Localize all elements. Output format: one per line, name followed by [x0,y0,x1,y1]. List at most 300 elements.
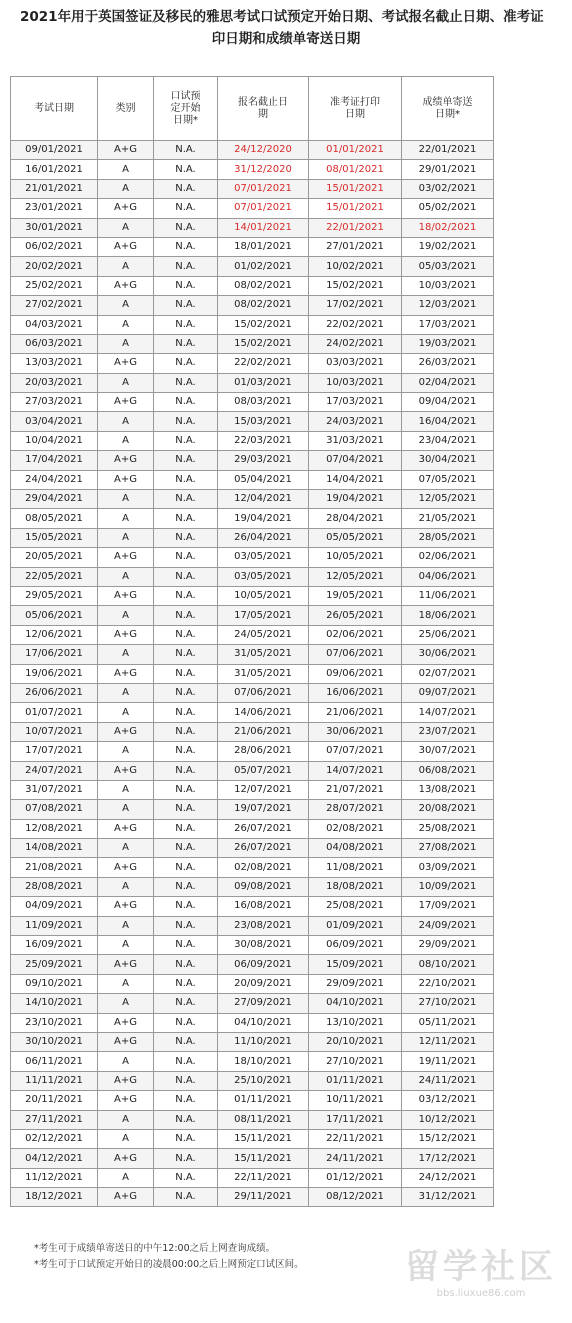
exam-date-cell: 25/02/2021 [11,276,98,295]
category-cell: A [98,1052,154,1071]
registration-deadline-cell: 15/11/2021 [218,1149,309,1168]
results-mail-date-cell: 12/03/2021 [402,296,494,315]
results-mail-date-cell: 23/07/2021 [402,722,494,741]
table-row [11,1071,494,1090]
speaking-start-cell: N.A. [154,897,218,916]
admission-print-date-cell: 10/11/2021 [309,1091,402,1110]
category-cell: A [98,218,154,237]
speaking-start-cell: N.A. [154,703,218,722]
exam-date-cell: 14/10/2021 [11,994,98,1013]
registration-deadline-cell: 15/02/2021 [218,334,309,353]
table-row [11,257,494,276]
speaking-start-cell: N.A. [154,1149,218,1168]
results-mail-date-cell: 31/12/2021 [402,1188,494,1207]
category-cell: A+G [98,1013,154,1032]
speaking-start-cell: N.A. [154,955,218,974]
table-row [11,509,494,528]
exam-date-cell: 20/05/2021 [11,548,98,567]
results-mail-date-cell: 15/12/2021 [402,1129,494,1148]
header-exam-date: 考试日期 [11,77,98,141]
admission-print-date-cell: 11/08/2021 [309,858,402,877]
exam-date-cell: 19/06/2021 [11,664,98,683]
speaking-start-cell: N.A. [154,1052,218,1071]
exam-date-cell: 10/04/2021 [11,431,98,450]
table-row [11,586,494,605]
admission-print-date-cell: 01/09/2021 [309,916,402,935]
registration-deadline-cell: 24/05/2021 [218,625,309,644]
registration-deadline-cell: 02/08/2021 [218,858,309,877]
exam-date-cell: 09/10/2021 [11,974,98,993]
results-mail-date-cell: 22/10/2021 [402,974,494,993]
results-mail-date-cell: 06/08/2021 [402,761,494,780]
admission-print-date-cell: 01/12/2021 [309,1168,402,1187]
speaking-start-cell: N.A. [154,1032,218,1051]
table-row [11,722,494,741]
results-mail-date-cell: 02/07/2021 [402,664,494,683]
category-cell: A [98,179,154,198]
table-row [11,1052,494,1071]
header-speaking-start: 口试预定开始日期* [154,77,218,141]
admission-print-date-cell: 10/03/2021 [309,373,402,392]
watermark-url: bbs.liuxue86.com [436,1288,526,1299]
exam-date-cell: 06/11/2021 [11,1052,98,1071]
speaking-start-cell: N.A. [154,645,218,664]
speaking-start-cell: N.A. [154,1110,218,1129]
category-cell: A+G [98,451,154,470]
speaking-start-cell: N.A. [154,858,218,877]
speaking-start-cell: N.A. [154,683,218,702]
admission-print-date-cell: 03/03/2021 [309,354,402,373]
exam-date-cell: 27/11/2021 [11,1110,98,1129]
speaking-start-cell: N.A. [154,839,218,858]
registration-deadline-cell: 19/04/2021 [218,509,309,528]
exam-date-cell: 21/01/2021 [11,179,98,198]
admission-print-date-cell: 26/05/2021 [309,606,402,625]
results-mail-date-cell: 13/08/2021 [402,780,494,799]
speaking-start-cell: N.A. [154,509,218,528]
admission-print-date-cell: 02/06/2021 [309,625,402,644]
speaking-start-cell: N.A. [154,819,218,838]
table-row [11,955,494,974]
speaking-start-cell: N.A. [154,431,218,450]
results-mail-date-cell: 27/10/2021 [402,994,494,1013]
registration-deadline-cell: 19/07/2021 [218,800,309,819]
registration-deadline-cell: 27/09/2021 [218,994,309,1013]
admission-print-date-cell: 15/02/2021 [309,276,402,295]
category-cell: A+G [98,276,154,295]
exam-date-cell: 12/08/2021 [11,819,98,838]
registration-deadline-cell: 16/08/2021 [218,897,309,916]
speaking-start-cell: N.A. [154,528,218,547]
footnotes [34,1241,304,1273]
table-row [11,839,494,858]
speaking-start-cell: N.A. [154,160,218,179]
results-mail-date-cell: 25/06/2021 [402,625,494,644]
exam-date-cell: 04/09/2021 [11,897,98,916]
table-row [11,179,494,198]
admission-print-date-cell: 28/04/2021 [309,509,402,528]
category-cell: A+G [98,722,154,741]
registration-deadline-cell: 08/03/2021 [218,393,309,412]
category-cell: A [98,916,154,935]
exam-date-cell: 25/09/2021 [11,955,98,974]
registration-deadline-cell: 18/10/2021 [218,1052,309,1071]
table-row [11,199,494,218]
speaking-start-cell: N.A. [154,179,218,198]
table-body [11,141,494,1207]
registration-deadline-cell: 24/12/2020 [218,141,309,160]
category-cell: A [98,839,154,858]
admission-print-date-cell: 01/01/2021 [309,141,402,160]
results-mail-date-cell: 21/05/2021 [402,509,494,528]
results-mail-date-cell: 02/04/2021 [402,373,494,392]
exam-schedule-table [10,76,494,1207]
registration-deadline-cell: 25/10/2021 [218,1071,309,1090]
speaking-start-cell: N.A. [154,606,218,625]
table-row [11,877,494,896]
table-row [11,1110,494,1129]
exam-date-cell: 24/04/2021 [11,470,98,489]
category-cell: A+G [98,1032,154,1051]
exam-date-cell: 01/07/2021 [11,703,98,722]
table-row [11,354,494,373]
results-mail-date-cell: 30/04/2021 [402,451,494,470]
table-row [11,606,494,625]
exam-date-cell: 27/02/2021 [11,296,98,315]
exam-date-cell: 17/06/2021 [11,645,98,664]
speaking-start-cell: N.A. [154,315,218,334]
speaking-start-cell: N.A. [154,296,218,315]
header-admission-print-date: 准考证打印日期 [309,77,402,141]
speaking-start-cell: N.A. [154,800,218,819]
registration-deadline-cell: 29/11/2021 [218,1188,309,1207]
results-mail-date-cell: 19/02/2021 [402,237,494,256]
category-cell: A [98,1129,154,1148]
registration-deadline-cell: 26/07/2021 [218,819,309,838]
admission-print-date-cell: 30/06/2021 [309,722,402,741]
table-row [11,1168,494,1187]
category-cell: A+G [98,761,154,780]
exam-date-cell: 26/06/2021 [11,683,98,702]
admission-print-date-cell: 10/05/2021 [309,548,402,567]
admission-print-date-cell: 28/07/2021 [309,800,402,819]
results-mail-date-cell: 20/08/2021 [402,800,494,819]
speaking-start-cell: N.A. [154,567,218,586]
admission-print-date-cell: 06/09/2021 [309,936,402,955]
category-cell: A [98,528,154,547]
exam-date-cell: 31/07/2021 [11,780,98,799]
category-cell: A+G [98,1149,154,1168]
admission-print-date-cell: 08/01/2021 [309,160,402,179]
table-row [11,994,494,1013]
admission-print-date-cell: 15/01/2021 [309,199,402,218]
exam-date-cell: 06/03/2021 [11,334,98,353]
registration-deadline-cell: 15/02/2021 [218,315,309,334]
results-mail-date-cell: 12/05/2021 [402,490,494,509]
table-row [11,548,494,567]
admission-print-date-cell: 24/02/2021 [309,334,402,353]
registration-deadline-cell: 22/02/2021 [218,354,309,373]
table-row [11,897,494,916]
results-mail-date-cell: 24/09/2021 [402,916,494,935]
results-mail-date-cell: 30/07/2021 [402,742,494,761]
table-row [11,237,494,256]
exam-date-cell: 12/06/2021 [11,625,98,644]
exam-date-cell: 09/01/2021 [11,141,98,160]
exam-date-cell: 20/02/2021 [11,257,98,276]
table-row [11,664,494,683]
watermark [396,1247,566,1301]
results-mail-date-cell: 16/04/2021 [402,412,494,431]
speaking-start-cell: N.A. [154,1071,218,1090]
exam-date-cell: 30/10/2021 [11,1032,98,1051]
results-mail-date-cell: 19/03/2021 [402,334,494,353]
results-mail-date-cell: 30/06/2021 [402,645,494,664]
admission-print-date-cell: 04/10/2021 [309,994,402,1013]
category-cell: A [98,742,154,761]
footnote-results: *考生可于成绩单寄送日的中午12:00之后上网查询成绩。 [34,1243,276,1254]
table-row [11,431,494,450]
category-cell: A [98,373,154,392]
table-row [11,800,494,819]
table-header [11,77,494,141]
registration-deadline-cell: 31/05/2021 [218,645,309,664]
table-row [11,780,494,799]
exam-date-cell: 03/04/2021 [11,412,98,431]
exam-date-cell: 20/03/2021 [11,373,98,392]
registration-deadline-cell: 09/08/2021 [218,877,309,896]
category-cell: A [98,780,154,799]
table-row [11,276,494,295]
registration-deadline-cell: 15/03/2021 [218,412,309,431]
admission-print-date-cell: 04/08/2021 [309,839,402,858]
page-title [0,6,572,50]
category-cell: A [98,645,154,664]
exam-date-cell: 04/03/2021 [11,315,98,334]
speaking-start-cell: N.A. [154,393,218,412]
category-cell: A+G [98,897,154,916]
results-mail-date-cell: 29/09/2021 [402,936,494,955]
results-mail-date-cell: 08/10/2021 [402,955,494,974]
table-row [11,451,494,470]
results-mail-date-cell: 09/04/2021 [402,393,494,412]
registration-deadline-cell: 14/06/2021 [218,703,309,722]
table-row [11,742,494,761]
admission-print-date-cell: 14/07/2021 [309,761,402,780]
results-mail-date-cell: 25/08/2021 [402,819,494,838]
results-mail-date-cell: 19/11/2021 [402,1052,494,1071]
category-cell: A+G [98,1091,154,1110]
speaking-start-cell: N.A. [154,586,218,605]
results-mail-date-cell: 29/01/2021 [402,160,494,179]
results-mail-date-cell: 14/07/2021 [402,703,494,722]
speaking-start-cell: N.A. [154,1013,218,1032]
table-row [11,1149,494,1168]
category-cell: A [98,431,154,450]
results-mail-date-cell: 17/09/2021 [402,897,494,916]
category-cell: A+G [98,548,154,567]
exam-date-cell: 23/01/2021 [11,199,98,218]
exam-date-cell: 05/06/2021 [11,606,98,625]
exam-date-cell: 23/10/2021 [11,1013,98,1032]
table-row [11,296,494,315]
admission-print-date-cell: 19/05/2021 [309,586,402,605]
category-cell: A [98,800,154,819]
category-cell: A+G [98,955,154,974]
registration-deadline-cell: 10/05/2021 [218,586,309,605]
registration-deadline-cell: 04/10/2021 [218,1013,309,1032]
registration-deadline-cell: 12/04/2021 [218,490,309,509]
speaking-start-cell: N.A. [154,334,218,353]
admission-print-date-cell: 07/07/2021 [309,742,402,761]
registration-deadline-cell: 07/06/2021 [218,683,309,702]
speaking-start-cell: N.A. [154,218,218,237]
results-mail-date-cell: 23/04/2021 [402,431,494,450]
admission-print-date-cell: 17/02/2021 [309,296,402,315]
speaking-start-cell: N.A. [154,412,218,431]
registration-deadline-cell: 05/04/2021 [218,470,309,489]
category-cell: A [98,257,154,276]
admission-print-date-cell: 15/09/2021 [309,955,402,974]
category-cell: A+G [98,1071,154,1090]
exam-date-cell: 27/03/2021 [11,393,98,412]
category-cell: A [98,509,154,528]
registration-deadline-cell: 22/11/2021 [218,1168,309,1187]
category-cell: A [98,683,154,702]
header-results-mail-date: 成绩单寄送日期* [402,77,494,141]
table-row [11,1129,494,1148]
admission-print-date-cell: 05/05/2021 [309,528,402,547]
registration-deadline-cell: 20/09/2021 [218,974,309,993]
registration-deadline-cell: 03/05/2021 [218,567,309,586]
category-cell: A [98,567,154,586]
results-mail-date-cell: 05/02/2021 [402,199,494,218]
category-cell: A [98,160,154,179]
admission-print-date-cell: 19/04/2021 [309,490,402,509]
table-row [11,393,494,412]
results-mail-date-cell: 12/11/2021 [402,1032,494,1051]
results-mail-date-cell: 05/11/2021 [402,1013,494,1032]
speaking-start-cell: N.A. [154,974,218,993]
results-mail-date-cell: 07/05/2021 [402,470,494,489]
registration-deadline-cell: 14/01/2021 [218,218,309,237]
exam-date-cell: 28/08/2021 [11,877,98,896]
results-mail-date-cell: 28/05/2021 [402,528,494,547]
results-mail-date-cell: 03/09/2021 [402,858,494,877]
registration-deadline-cell: 15/11/2021 [218,1129,309,1148]
category-cell: A+G [98,470,154,489]
category-cell: A [98,296,154,315]
category-cell: A+G [98,819,154,838]
category-cell: A+G [98,354,154,373]
results-mail-date-cell: 22/01/2021 [402,141,494,160]
table-row [11,916,494,935]
admission-print-date-cell: 02/08/2021 [309,819,402,838]
speaking-start-cell: N.A. [154,664,218,683]
exam-date-cell: 13/03/2021 [11,354,98,373]
exam-date-cell: 11/12/2021 [11,1168,98,1187]
category-cell: A+G [98,586,154,605]
speaking-start-cell: N.A. [154,877,218,896]
results-mail-date-cell: 17/03/2021 [402,315,494,334]
table-row [11,761,494,780]
results-mail-date-cell: 10/03/2021 [402,276,494,295]
admission-print-date-cell: 14/04/2021 [309,470,402,489]
admission-print-date-cell: 22/02/2021 [309,315,402,334]
results-mail-date-cell: 04/06/2021 [402,567,494,586]
speaking-start-cell: N.A. [154,354,218,373]
results-mail-date-cell: 18/06/2021 [402,606,494,625]
registration-deadline-cell: 07/01/2021 [218,179,309,198]
registration-deadline-cell: 05/07/2021 [218,761,309,780]
results-mail-date-cell: 03/12/2021 [402,1091,494,1110]
admission-print-date-cell: 24/03/2021 [309,412,402,431]
admission-print-date-cell: 15/01/2021 [309,179,402,198]
exam-date-cell: 04/12/2021 [11,1149,98,1168]
page-title-line-2: 印日期和成绩单寄送日期 [211,31,361,47]
category-cell: A [98,1110,154,1129]
footnote-speaking: *考生可于口试预定开始日的凌晨00:00之后上网预定口试区间。 [34,1259,304,1270]
table-row [11,470,494,489]
table-row [11,1188,494,1207]
speaking-start-cell: N.A. [154,1129,218,1148]
results-mail-date-cell: 09/07/2021 [402,683,494,702]
exam-date-cell: 14/08/2021 [11,839,98,858]
admission-print-date-cell: 18/08/2021 [309,877,402,896]
category-cell: A [98,703,154,722]
exam-date-cell: 06/02/2021 [11,237,98,256]
admission-print-date-cell: 27/01/2021 [309,237,402,256]
exam-date-cell: 10/07/2021 [11,722,98,741]
admission-print-date-cell: 25/08/2021 [309,897,402,916]
results-mail-date-cell: 02/06/2021 [402,548,494,567]
header-row [11,77,494,141]
header-category: 类别 [98,77,154,141]
speaking-start-cell: N.A. [154,257,218,276]
results-mail-date-cell: 24/11/2021 [402,1071,494,1090]
registration-deadline-cell: 30/08/2021 [218,936,309,955]
exam-date-cell: 18/12/2021 [11,1188,98,1207]
page-title-line-1: 2021年用于英国签证及移民的雅思考试口试预定开始日期、考试报名截止日期、准考证 [20,9,544,25]
header-registration-deadline: 报名截止日期 [218,77,309,141]
registration-deadline-cell: 08/11/2021 [218,1110,309,1129]
registration-deadline-cell: 21/06/2021 [218,722,309,741]
speaking-start-cell: N.A. [154,1168,218,1187]
exam-date-cell: 15/05/2021 [11,528,98,547]
speaking-start-cell: N.A. [154,237,218,256]
registration-deadline-cell: 11/10/2021 [218,1032,309,1051]
registration-deadline-cell: 29/03/2021 [218,451,309,470]
category-cell: A [98,974,154,993]
table-row [11,412,494,431]
admission-print-date-cell: 22/01/2021 [309,218,402,237]
exam-date-cell: 02/12/2021 [11,1129,98,1148]
results-mail-date-cell: 10/12/2021 [402,1110,494,1129]
admission-print-date-cell: 01/11/2021 [309,1071,402,1090]
speaking-start-cell: N.A. [154,625,218,644]
table-row [11,936,494,955]
speaking-start-cell: N.A. [154,1188,218,1207]
admission-print-date-cell: 20/10/2021 [309,1032,402,1051]
admission-print-date-cell: 09/06/2021 [309,664,402,683]
category-cell: A [98,334,154,353]
table-row [11,160,494,179]
results-mail-date-cell: 11/06/2021 [402,586,494,605]
table-row [11,528,494,547]
registration-deadline-cell: 08/02/2021 [218,296,309,315]
registration-deadline-cell: 08/02/2021 [218,276,309,295]
category-cell: A+G [98,664,154,683]
